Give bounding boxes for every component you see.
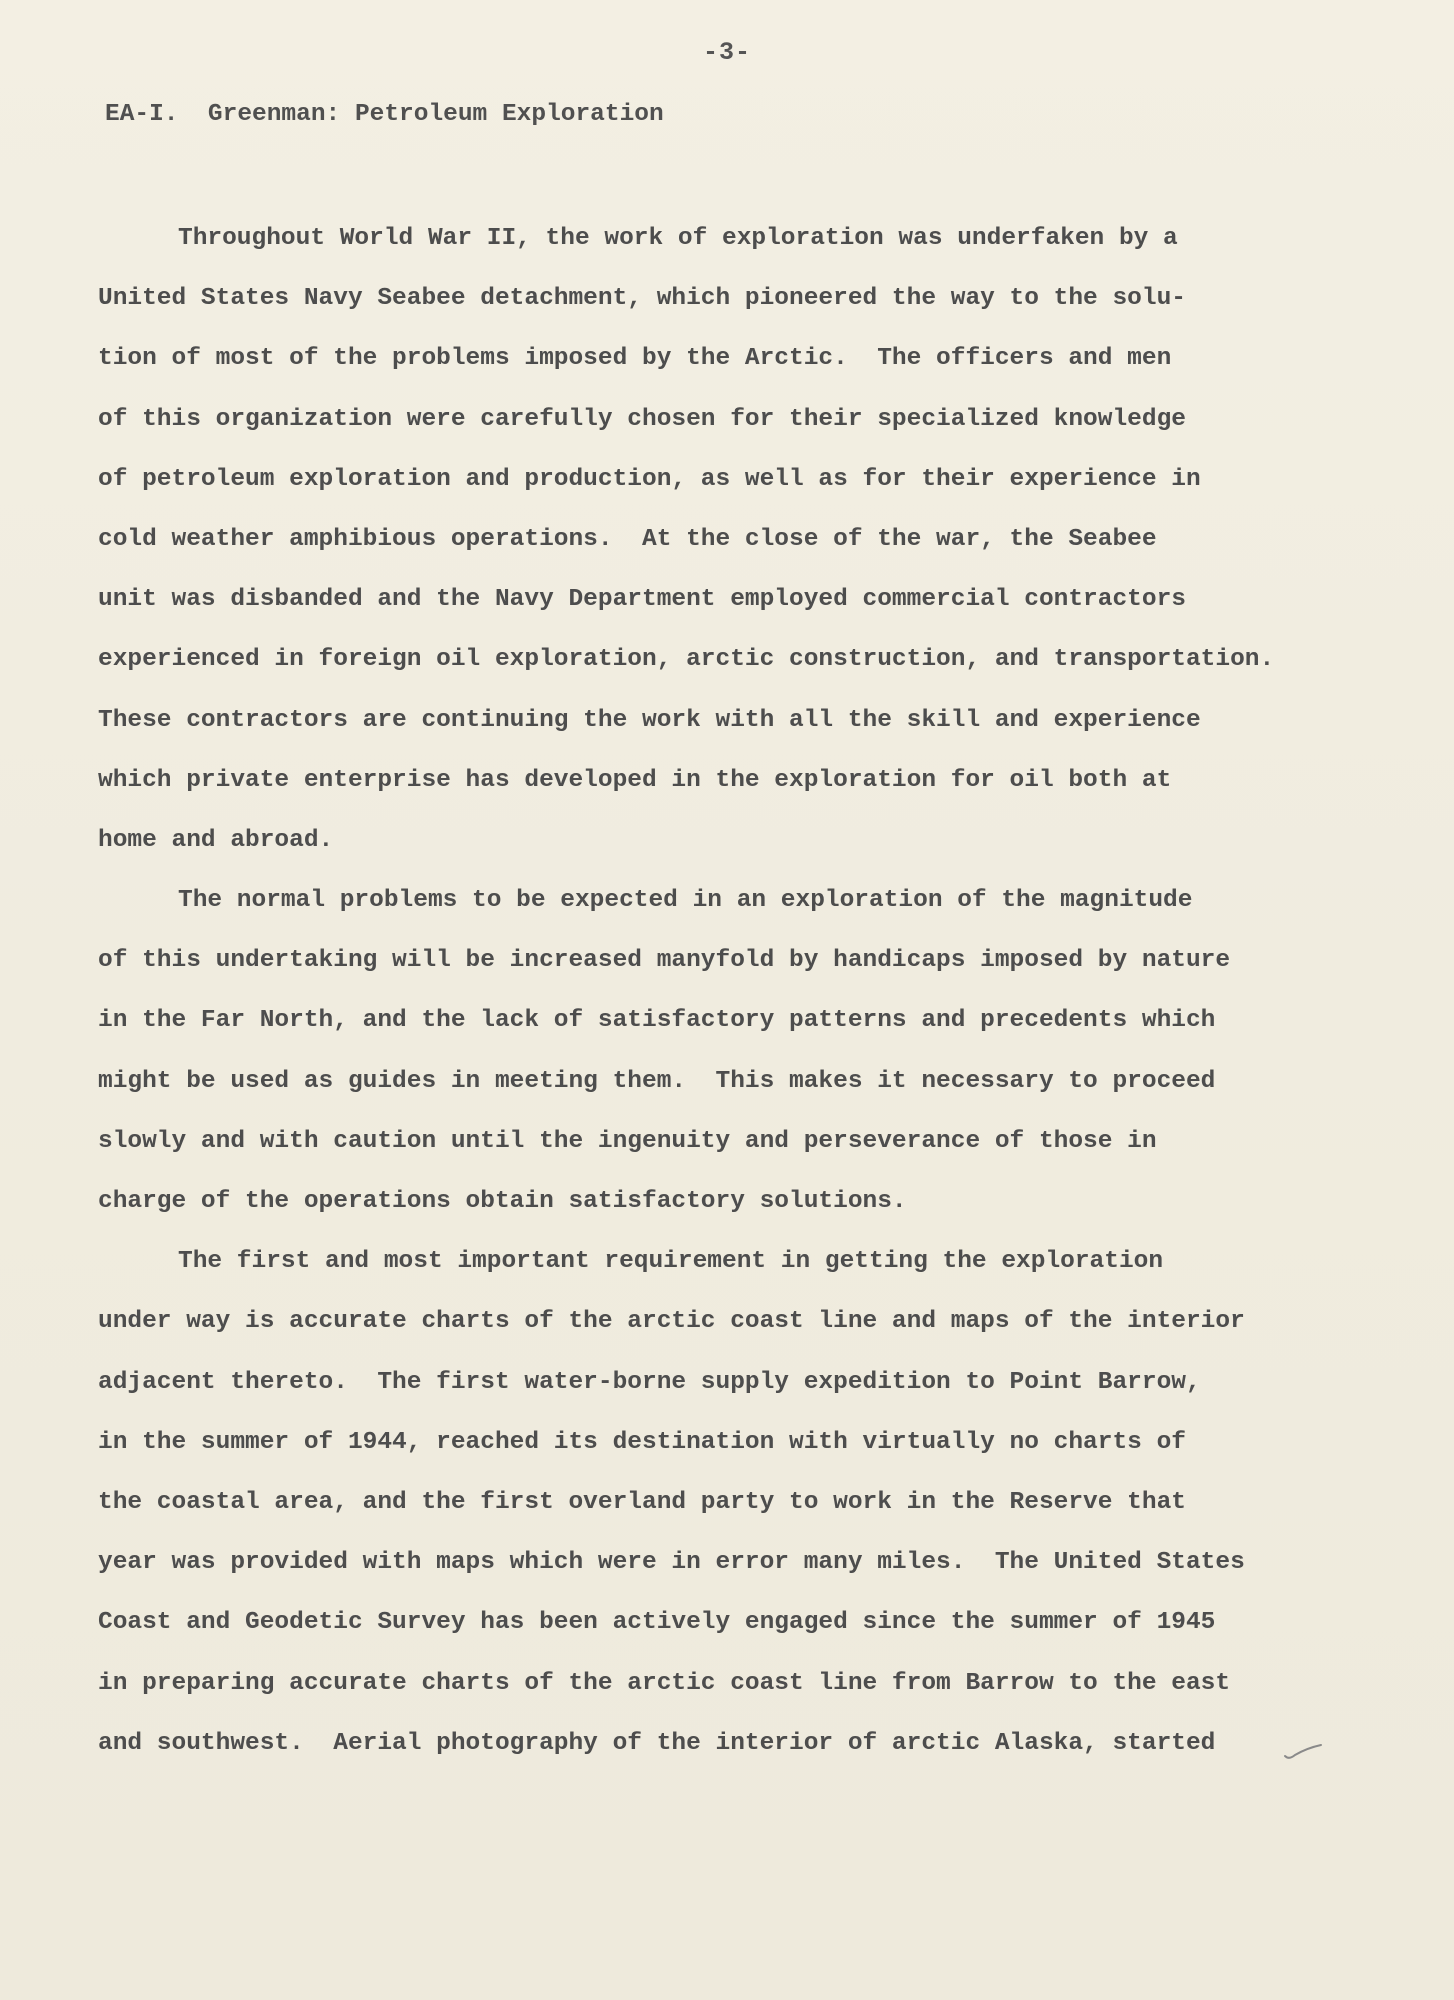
text-line: in the Far North, and the lack of satisfactory patterns and precedents which [98,1007,1216,1035]
page-number: -3- [702,38,751,67]
text-line: slowly and with caution until the ingenuity and perseverance of those in [98,1127,1157,1155]
pencil-check-mark-icon [1283,1742,1323,1762]
text-line: in preparing accurate charts of the arctic coast line from Barrow to the east [98,1669,1231,1697]
text-line: under way is accurate charts of the arctic coast line and maps of the interior [98,1308,1245,1336]
text-line: charge of the operations obtain satisfactory solutions. [98,1188,907,1215]
text-line: United States Navy Seabee detachment, which pioneered the way to the solu- [98,285,1186,313]
text-line: unit was disbanded and the Navy Department employed commercial contractors [98,586,1186,614]
text-line: might be used as guides in meeting them. This makes it necessary to proceed [98,1067,1216,1095]
text-line: tion of most of the problems imposed by the Arctic. The officers and men [98,345,1172,373]
text-line: These contractors are continuing the work with all the skill and experience [98,706,1201,734]
text-line: home and abroad. [98,826,334,854]
text-line: of this undertaking will be increased manyfold by handicaps imposed by nature [98,947,1231,975]
text-line: cold weather amphibious operations. At the close of the war, the Seabee [98,525,1157,553]
section-heading: EA-I. Greenman: Petroleum Exploration [105,101,664,128]
text-line: Throughout World War II, the work of exploration was underfaken by a [178,225,1178,252]
text-line: the coastal area, and the first overland party to work in the Reserve that [98,1488,1186,1516]
text-line: The first and most important requirement in getting the exploration [178,1248,1164,1276]
text-line: in the summer of 1944, reached its destination with virtually no charts of [98,1428,1186,1456]
text-line: and southwest. Aerial photography of the interior of arctic Alaska, started [98,1729,1216,1757]
text-line: year was provided with maps which were in error many miles. The United States [98,1549,1245,1577]
text-line: The normal problems to be expected in an exploration of the magnitude [178,887,1193,915]
text-line: which private enterprise has developed in the exploration for oil both at [98,766,1172,794]
body-text [98,218,1328,1783]
text-line: of petroleum exploration and production, as well as for their experience in [98,465,1201,493]
text-line: Coast and Geodetic Survey has been actively engaged since the summer of 1945 [98,1609,1216,1637]
text-line: adjacent thereto. The first water-borne supply expedition to Point Barrow, [98,1368,1201,1396]
text-line: experienced in foreign oil exploration, arctic construction, and transportation. [98,646,1275,674]
text-line: of this organization were carefully chosen for their specialized knowledge [98,405,1186,433]
